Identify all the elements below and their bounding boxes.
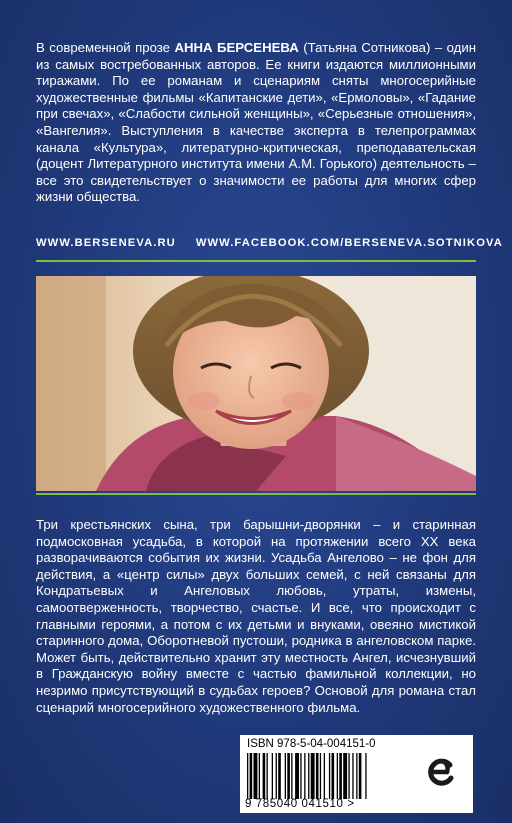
site-link[interactable]: WWW.BERSENEVA.RU bbox=[36, 237, 176, 249]
synopsis: Три крестьянских сына, три барышни-дворянки – и старинная подмосковная усадьба, в которой на протяжении всего XX века разворачиваются события их жизни. Усадьба Ангелово – не фон для действия, а «центр силы» двух больших семей, с ней связаны для Кондратьевых и Ангеловых любовь, утраты, измены, самоотверженность, творчество, счастье. И все, что происходит с главными героями, а потом с их детьми и внуками, овеяно мистикой старинного дома, Оборотневой пустоши, родника в ангеловском парке. Может быть, действительно хранит эту местность Ангел, исчезнувший в Гражданскую войну вместе с частью фамильной коллекции, но незримо присутствующий в судьбах героев? Основой для романа стал сценарий многосерийного художественного фильма. bbox=[36, 517, 476, 715]
author-portrait-image bbox=[36, 276, 476, 491]
barcode-bars bbox=[247, 753, 415, 799]
barcode-digits: 9 785040 041510 > bbox=[245, 798, 355, 810]
author-links bbox=[36, 235, 503, 251]
eksmo-logo-icon bbox=[420, 751, 462, 793]
divider-top bbox=[36, 260, 476, 262]
author-bio bbox=[36, 40, 476, 206]
divider-bottom bbox=[36, 493, 476, 495]
author-photo bbox=[36, 276, 476, 491]
barcode-panel bbox=[240, 735, 473, 813]
isbn-number: ISBN 978-5-04-004151-0 bbox=[247, 738, 376, 750]
facebook-link[interactable]: WWW.FACEBOOK.COM/BERSENEVA.SOTNIKOVA bbox=[195, 237, 503, 249]
author-bio-text: (Татьяна Сотникова) – один из самых востребованных авторов. Ее книги издаются миллионными тиражами. По ее романам и сценариям сняты многосерийные художественные фильмы «Капитанские дети», «Ермоловы», «Гадание при свечах», «Слабости сильной женщины», «Серьезные отношения», «Вангелия». Выступления в качестве эксперта в телепрограммах канала «Культура», литературно-критическая, преподавательская (доцент Литературного института имени А.М. Горького) деятельность – все это свидетельствует о значимости ее работы для многих сфер жизни общества. bbox=[36, 40, 476, 205]
author-bio-prefix: В современной прозе bbox=[36, 40, 175, 55]
author-name: АННА БЕРСЕНЕВА bbox=[174, 40, 299, 55]
